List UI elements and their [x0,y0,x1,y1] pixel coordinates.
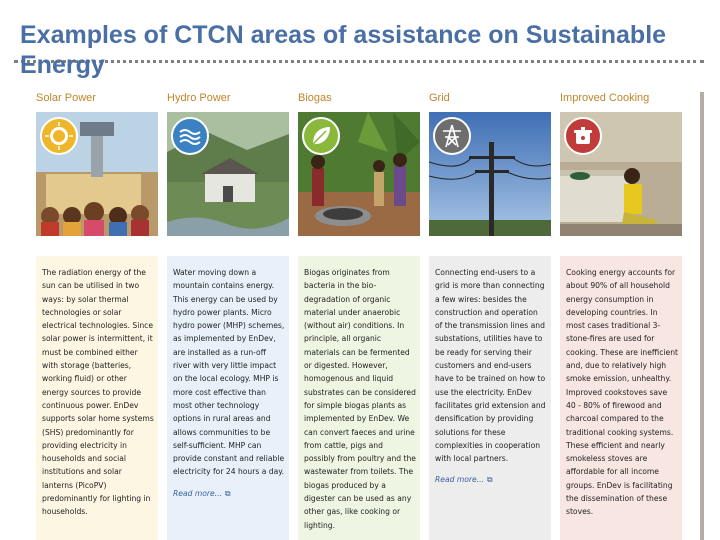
improved-cooking-description [560,256,682,540]
grid-description [429,256,551,540]
column-label: Improved Cooking [560,92,650,104]
description-text: Cooking energy accounts for about 90% of all household energy consumption in developing countries. In most cases traditional 3-stone-fires are used for cooking. These are inefficient and, due to relatively high smoke emission, unhealthy. Improved cookstoves save 40 - 80% of firewood and charcoal compared to the traditional cooking systems. These efficient and nearly smokeless stoves are affordable for all income groups. EnDev is facilitating the dissemination of these stoves. [566,268,678,517]
description-text: The radiation energy of the sun can be utilised in two ways: by solar thermal technologies or solar electrical technologies. Since solar power is intermittent, it must be combined either with storage (batteries, working fluid) or other energy sources to provide continuous power. EnDev supports solar home systems (SHS) predominantly for providing electricity in households and social institutions and solar lanterns (PicoPV) predominantly for lighting in households. [42,268,154,517]
leaf-icon [302,117,340,155]
slide-title: Examples of CTCN areas of assistance on Sustainable Energy [20,21,667,79]
column-label: Solar Power [36,92,96,104]
assistance-areas [36,90,702,540]
column-hydro-power [167,90,289,540]
hydro-power-description [167,256,289,540]
power-pylon-icon [433,117,471,155]
column-label: Biogas [298,92,332,104]
hydro-power-photo [167,112,289,236]
solar-power-photo [36,112,158,236]
biogas-description [298,256,420,540]
column-biogas [298,90,420,540]
description-text: Water moving down a mountain contains energy. This energy can be used by hydro power plants. Micro hydro power (MHP) schemes, as implemented by EnDev, are installed as a run-off river with very little impact on the local ecology. MHP is more cost effective than most other technology options in rural areas and allows communities to be self-sufficient. MHP can provide constant and reliable electricity for 24 hours a day. [173,268,285,477]
column-grid [429,90,551,540]
improved-cooking-photo [560,112,682,236]
read-more-link[interactable]: Read more... ⧉ [435,473,547,486]
description-text: Connecting end-users to a grid is more than connecting a few wires: besides the construction and operation of the transmission lines and substations, utilities have to be ready for serving their customers and end-users have to be trained on how to use the electricity. EnDev facilitates grid extension and densification by providing solutions for these complexities in cooperation with local partners. [435,268,546,464]
biogas-photo [298,112,420,236]
column-label: Hydro Power [167,92,231,104]
edge-strip [700,92,704,540]
water-waves-icon [171,117,209,155]
external-link-icon: ⧉ [486,475,493,485]
cooking-pot-icon [564,117,602,155]
external-link-icon: ⧉ [224,488,231,498]
column-solar-power [36,90,158,540]
solar-power-description [36,256,158,540]
column-label: Grid [429,92,450,104]
description-text: Biogas originates from bacteria in the bio-degradation of organic material under anaerobic (without air) conditions. In principle, all organic materials can be fermented or digested. However, homogenous and liquid substrates can be considered for simple biogas plants as implemented by EnDev. We can convert faeces and urine from cattle, pigs and possibly from poultry and the wastewater from toilets. The biogas produced by a digester can be used as any other gas, like cooking or lighting. [304,268,416,530]
read-more-link[interactable]: Read more... ⧉ [173,487,285,500]
column-improved-cooking [560,90,682,540]
sun-icon [40,117,78,155]
grid-photo [429,112,551,236]
